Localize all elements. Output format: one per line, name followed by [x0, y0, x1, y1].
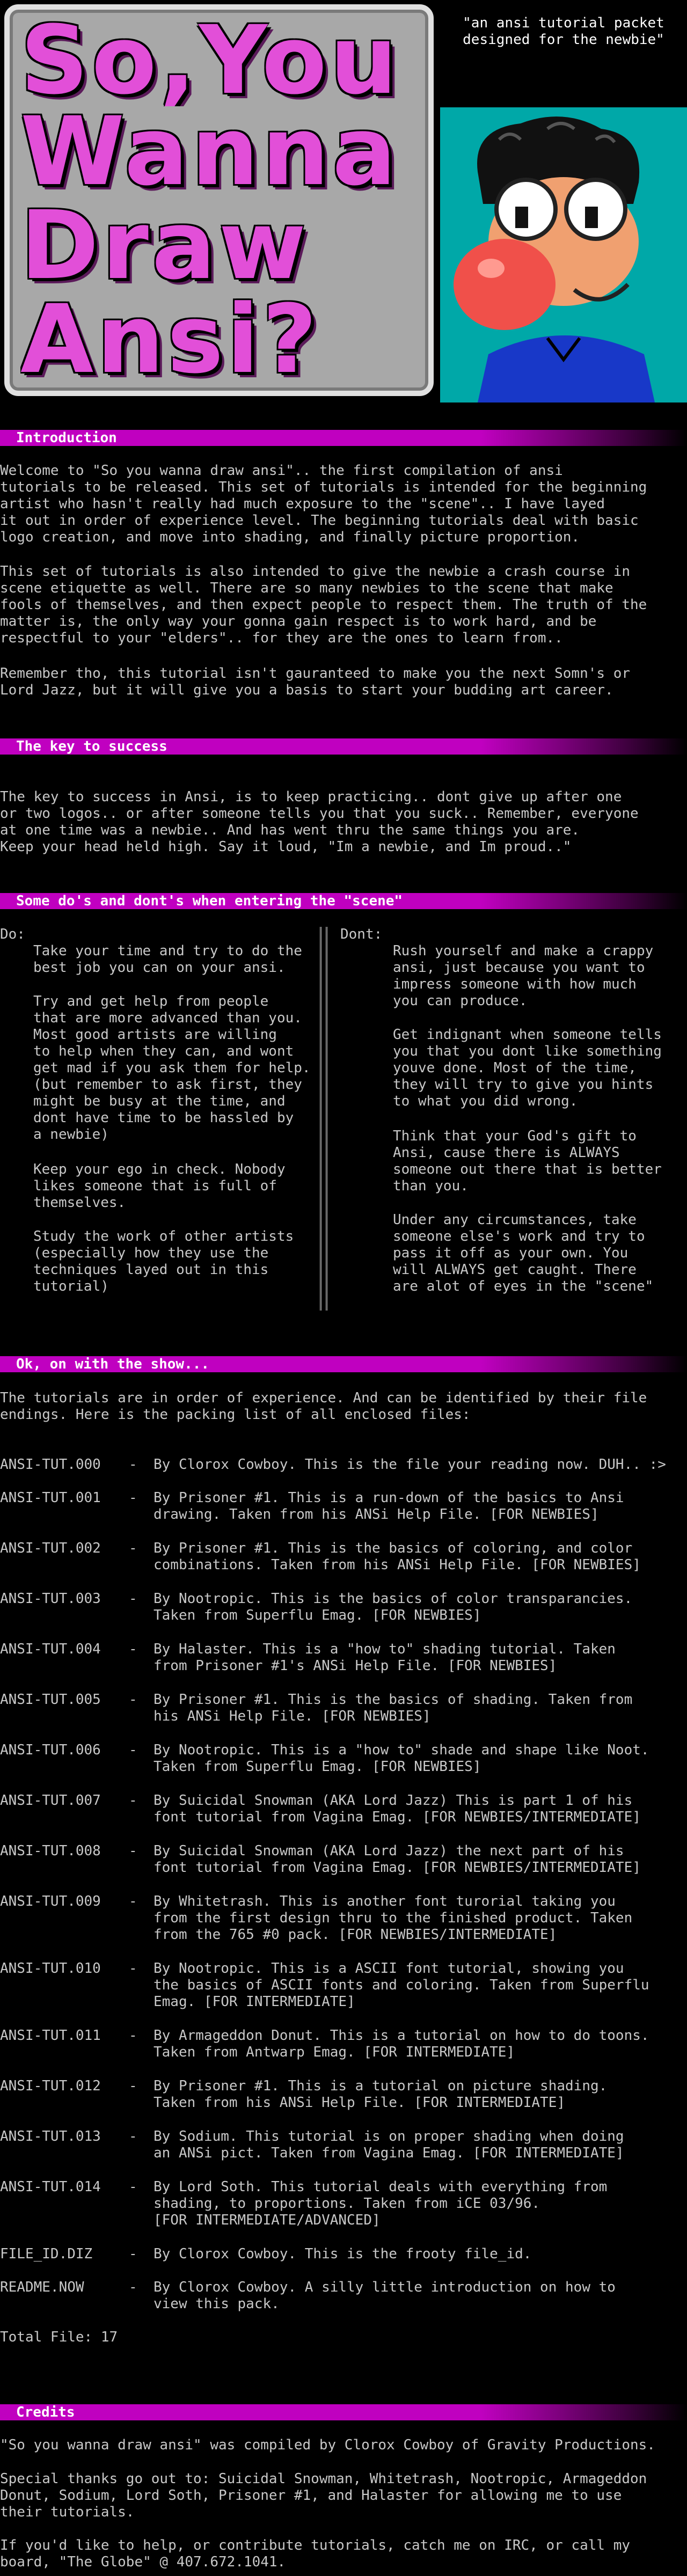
- file-description: By Clorox Cowboy. This is the file your reading now. DUH.. :>: [154, 1457, 666, 1473]
- file-description: By Prisoner #1. This is the basics of coloring, and color combinations. Taken from his ANSi Help File. [FOR NEWBIES]: [154, 1540, 641, 1573]
- file-name: ANSI-TUT.004: [0, 1641, 101, 1657]
- file-name: ANSI-TUT.006: [0, 1742, 101, 1758]
- section-title-key-to-success: The key to success: [16, 738, 167, 755]
- file-description: By Whitetrash. This is another font turorial taking you from the first design thru to the finished product. Taken from the 765 #0 pack. [FOR NEWBIES/INTERMEDIATE]: [154, 1893, 633, 1943]
- file-dash: -: [129, 2128, 137, 2145]
- file-description: By Lord Soth. This tutorial deals with everything from shading, to proportions. Taken from iCE 03/96. [FOR INTERMEDIATE/ADVANCED]: [154, 2179, 608, 2228]
- file-dash: -: [129, 2246, 137, 2262]
- section-title-dos-and-donts: Some do's and dont's when entering the "scene": [16, 893, 403, 909]
- dont-item-4: Under any circumstances, take someone else's work and try to pass it off as your own. You will ALWAYS get caught. There are alot of eyes in the "scene": [393, 1212, 654, 1294]
- section-title-on-with-the-show: Ok, on with the show...: [16, 1356, 210, 1372]
- tagline: "an ansi tutorial packet designed for the newbie": [463, 15, 664, 48]
- file-description: By Prisoner #1. This is a run-down of the basics to Ansi drawing. Taken from his ANSi Help File. [FOR NEWBIES]: [154, 1490, 624, 1523]
- file-name: README.NOW: [0, 2279, 84, 2295]
- logo-panel: [4, 4, 434, 396]
- column-divider: [320, 927, 327, 1311]
- file-name: ANSI-TUT.008: [0, 1843, 101, 1859]
- file-description: By Suicidal Snowman (AKA Lord Jazz) the next part of his font tutorial from Vagina Emag. [FOR NEWBIES/INTERMEDIATE]: [154, 1843, 641, 1876]
- file-dash: -: [129, 1457, 137, 1473]
- file-name: ANSI-TUT.003: [0, 1591, 101, 1607]
- credits-paragraph-1: "So you wanna draw ansi" was compiled by Clorox Cowboy of Gravity Productions.: [0, 2437, 655, 2453]
- file-name: ANSI-TUT.013: [0, 2128, 101, 2145]
- intro-paragraph-3: Remember tho, this tutorial isn't gauranteed to make you the next Somn's or Lord Jazz, but it will give you a basis to start your budding art career.: [0, 665, 630, 698]
- file-dash: -: [129, 1692, 137, 1708]
- header-art: [0, 0, 687, 402]
- logo-line-1: So,You: [20, 15, 401, 106]
- section-bar-key-to-success: [0, 738, 687, 755]
- dont-item-1: Rush yourself and make a crappy ansi, just because you want to impress someone with how much you can produce.: [393, 943, 654, 1009]
- file-name: ANSI-TUT.009: [0, 1893, 101, 1909]
- file-dash: -: [129, 1490, 137, 1506]
- file-dash: -: [129, 2279, 137, 2295]
- file-dash: -: [129, 2078, 137, 2094]
- do-item-4: Study the work of other artists (especially how they use the techniques layed out in this tutorial): [33, 1228, 294, 1294]
- do-item-2: Try and get help from people that are more advanced than you. Most good artists are willing to help when they can, and wont get mad if you ask them for help. (but remember to ask first, they might be busy at the time, and dont have time to be hassled by a newbie): [33, 993, 311, 1143]
- file-dash: -: [129, 1742, 137, 1758]
- intro-paragraph-2: This set of tutorials is also intended to give the newbie a crash course in scene etiquette as well. There are so many newbies to the scene that make fools of themselves, and then expect people to respect them. The truth of the matter is, the only way your gonna gain respect is to work hard, and be respectful to your "elders".. for they are the ones to learn from..: [0, 564, 647, 646]
- file-description: By Prisoner #1. This is the basics of shading. Taken from his ANSi Help File. [FOR NEWBIES]: [154, 1692, 633, 1724]
- file-description: By Clorox Cowboy. A silly little introduction on how to view this pack.: [154, 2279, 616, 2312]
- credits-paragraph-3: If you'd like to help, or contribute tutorials, catch me on IRC, or call my board, "The Globe" @ 407.672.1041.: [0, 2537, 630, 2570]
- file-name: ANSI-TUT.001: [0, 1490, 101, 1506]
- show-paragraph: The tutorials are in order of experience. And can be identified by their file endings. Here is the packing list of all enclosed files:: [0, 1390, 647, 1423]
- logo-line-3: Draw: [20, 200, 310, 291]
- file-name: ANSI-TUT.002: [0, 1540, 101, 1556]
- do-item-3: Keep your ego in check. Nobody likes someone that is full of themselves.: [33, 1161, 286, 1211]
- file-description: By Suicidal Snowman (AKA Lord Jazz) This is part 1 of his font tutorial from Vagina Emag. [FOR NEWBIES/INTERMEDIATE]: [154, 1792, 641, 1825]
- section-bar-introduction: [0, 430, 687, 446]
- logo-line-4: Ansi?: [20, 294, 320, 385]
- section-bar-dos-and-donts: [0, 893, 687, 909]
- file-description: By Halaster. This is a "how to" shading tutorial. Taken from Prisoner #1's ANSi Help File. [FOR NEWBIES]: [154, 1641, 616, 1674]
- file-description: By Sodium. This tutorial is on proper shading when doing an ANSi pict. Taken from Vagina Emag. [FOR INTERMEDIATE]: [154, 2128, 624, 2161]
- logo-line-2: Wanna: [20, 106, 399, 197]
- file-description: By Clorox Cowboy. This is the frooty file_id.: [154, 2246, 532, 2262]
- file-description: By Armageddon Donut. This is a tutorial on how to do toons. Taken from Antwarp Emag. [FOR INTERMEDIATE]: [154, 2028, 649, 2060]
- section-title-credits: Credits: [16, 2404, 75, 2420]
- credits-paragraph-2: Special thanks go out to: Suicidal Snowman, Whitetrash, Nootropic, Armageddon Donut, Sodium, Lord Soth, Prisoner #1, and Halaster for allowing me to use their tutorials.: [0, 2471, 647, 2520]
- file-name: ANSI-TUT.010: [0, 1960, 101, 1977]
- file-description: By Nootropic. This is a ASCII font tutorial, showing you the basics of ASCII fonts and coloring. Taken from Superflu Emag. [FOR INTERMEDIATE]: [154, 1960, 649, 2010]
- section-bar-on-with-the-show: [0, 1356, 687, 1372]
- file-description: By Nootropic. This is the basics of color transparancies. Taken from Superflu Emag. [FOR NEWBIES]: [154, 1591, 633, 1623]
- file-description: By Prisoner #1. This is a tutorial on picture shading. Taken from his ANSi Help File. [FOR INTERMEDIATE]: [154, 2078, 608, 2111]
- section-bar-credits: [0, 2404, 687, 2420]
- file-dash: -: [129, 1843, 137, 1859]
- file-name: ANSI-TUT.005: [0, 1692, 101, 1708]
- file-name: ANSI-TUT.000: [0, 1457, 101, 1473]
- file-dash: -: [129, 1893, 137, 1909]
- file-name: ANSI-TUT.007: [0, 1792, 101, 1809]
- intro-paragraph-1: Welcome to "So you wanna draw ansi".. the first compilation of ansi tutorials to be released. This set of tutorials is intended for the beginning artist who hasn't really had much exposure to the "scene".. I have layed it out in order of experience level. The beginning tutorials deal with basic logo creation, and move into shading, and finally picture proportion.: [0, 463, 647, 545]
- file-dash: -: [129, 2179, 137, 2195]
- file-dash: -: [129, 1540, 137, 1556]
- file-name: ANSI-TUT.011: [0, 2028, 101, 2044]
- file-dash: -: [129, 1792, 137, 1809]
- file-name: ANSI-TUT.012: [0, 2078, 101, 2094]
- file-dash: -: [129, 1960, 137, 1977]
- do-label: Do:: [0, 926, 25, 942]
- file-name: ANSI-TUT.014: [0, 2179, 101, 2195]
- dont-item-2: Get indignant when someone tells you that you dont like something youve done. Most of the time, they will try to give you hints to what you did wrong.: [393, 1027, 662, 1109]
- dont-label: Dont:: [340, 926, 383, 942]
- file-dash: -: [129, 1641, 137, 1657]
- file-name: FILE_ID.DIZ: [0, 2246, 93, 2262]
- cartoon-character-illustration: [440, 107, 687, 402]
- section-title-introduction: Introduction: [16, 430, 117, 446]
- do-item-1: Take your time and try to do the best job you can on your ansi.: [33, 943, 302, 976]
- key-paragraph: The key to success in Ansi, is to keep practicing.. dont give up after one or two logos.. or after someone tells you that you suck.. Remember, everyone at one time was a newbie.. And has went thru the same things you are. Keep your head held high. Say it loud, "Im a newbie, and Im proud..": [0, 789, 639, 855]
- dont-item-3: Think that your God's gift to Ansi, cause there is ALWAYS someone out there that is better than you.: [393, 1128, 662, 1194]
- total-files: Total File: 17: [0, 2329, 118, 2345]
- file-description: By Nootropic. This is a "how to" shade and shape like Noot. Taken from Superflu Emag. [FOR NEWBIES]: [154, 1742, 649, 1775]
- file-dash: -: [129, 2028, 137, 2044]
- file-dash: -: [129, 1591, 137, 1607]
